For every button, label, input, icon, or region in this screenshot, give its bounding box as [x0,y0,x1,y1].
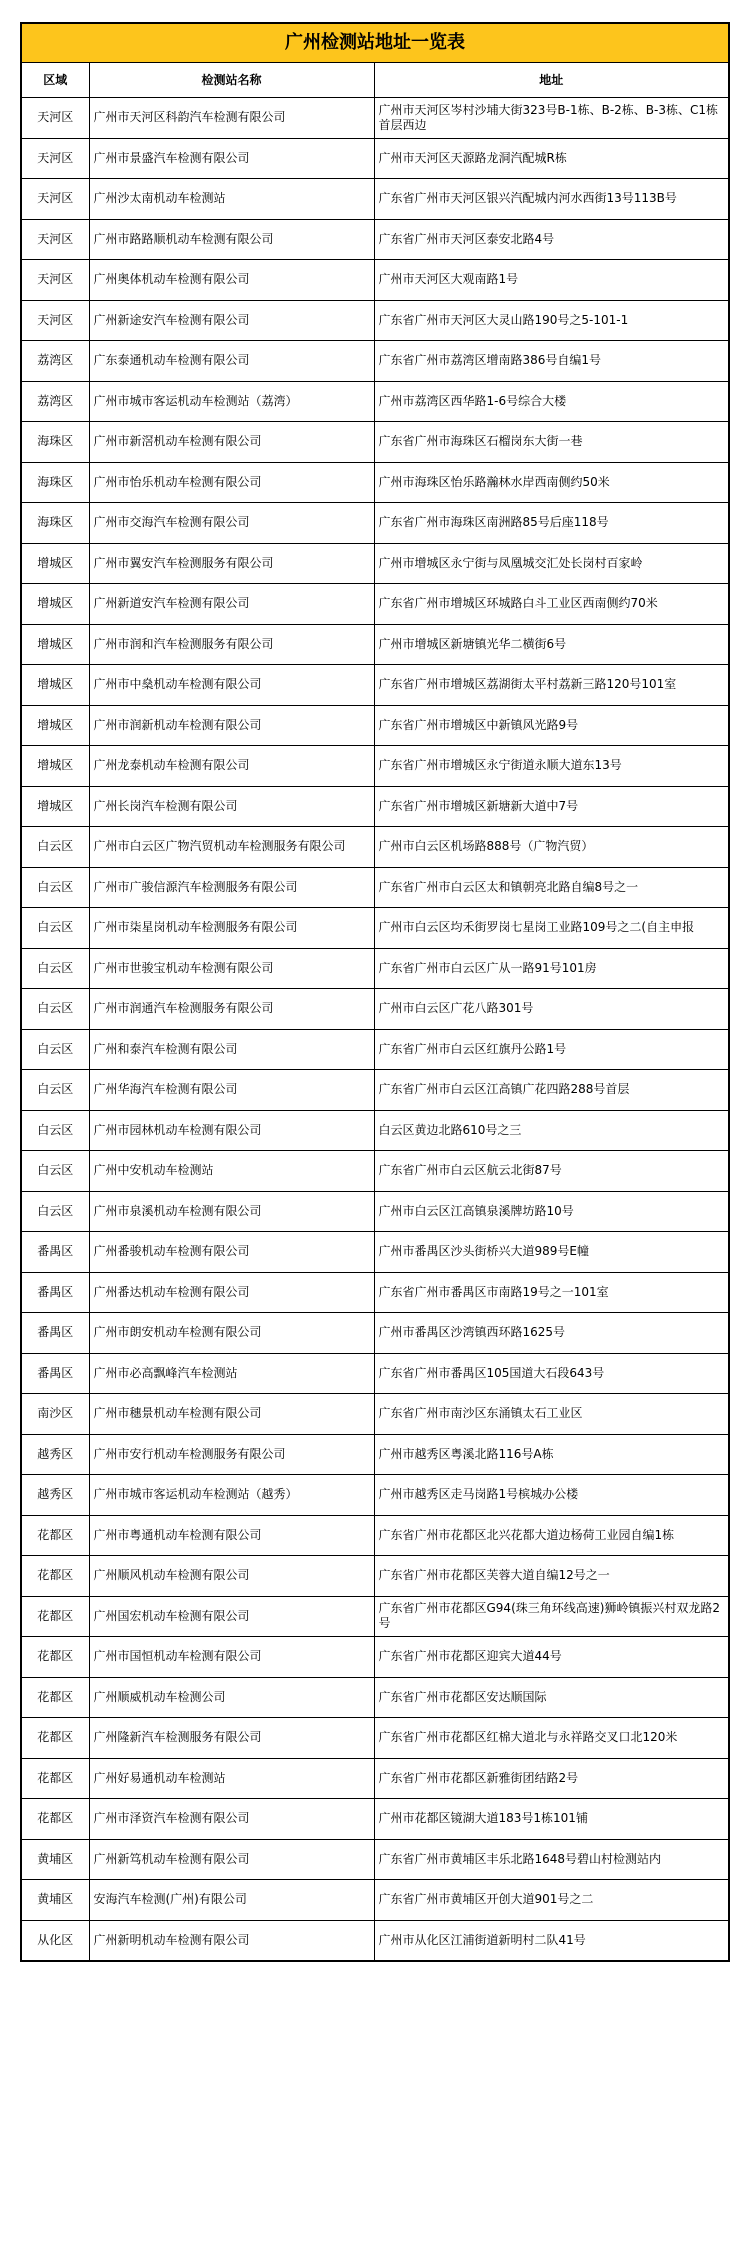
cell-district: 越秀区 [22,1475,89,1516]
table-row [22,989,728,1030]
table-row [22,786,728,827]
cell-district: 花都区 [22,1556,89,1597]
table-row [22,1799,728,1840]
cell-district: 花都区 [22,1637,89,1678]
cell-address: 广东省广州市海珠区南洲路85号后座118号 [374,503,728,544]
cell-address: 广东省广州市增城区新塘新大道中7号 [374,786,728,827]
table-row [22,381,728,422]
cell-district: 花都区 [22,1677,89,1718]
cell-district: 白云区 [22,1070,89,1111]
cell-name: 广州市国恒机动车检测有限公司 [89,1637,374,1678]
cell-address: 广州市越秀区粤溪北路116号A栋 [374,1434,728,1475]
cell-district: 天河区 [22,98,89,139]
cell-district: 花都区 [22,1758,89,1799]
cell-district: 花都区 [22,1718,89,1759]
cell-address: 广州市花都区镜湖大道183号1栋101铺 [374,1799,728,1840]
cell-name: 广州好易通机动车检测站 [89,1758,374,1799]
table-row [22,138,728,179]
table-row [22,1151,728,1192]
cell-name: 广州奥体机动车检测有限公司 [89,260,374,301]
cell-district: 增城区 [22,543,89,584]
cell-district: 从化区 [22,1920,89,1960]
cell-address: 广东省广州市花都区迎宾大道44号 [374,1637,728,1678]
cell-address: 白云区黄边北路610号之三 [374,1110,728,1151]
cell-name: 广州市安行机动车检测服务有限公司 [89,1434,374,1475]
cell-name: 广州市天河区科韵汽车检测有限公司 [89,98,374,139]
cell-name: 广州市白云区广物汽贸机动车检测服务有限公司 [89,827,374,868]
station-table [22,63,728,1960]
cell-address: 广东省广州市白云区太和镇朝亮北路自编8号之一 [374,867,728,908]
cell-district: 增城区 [22,705,89,746]
table-row [22,462,728,503]
cell-district: 荔湾区 [22,381,89,422]
cell-district: 黄埔区 [22,1880,89,1921]
table-row [22,1191,728,1232]
cell-address: 广州市荔湾区西华路1-6号综合大楼 [374,381,728,422]
cell-address: 广东省广州市天河区大灵山路190号之5-101-1 [374,300,728,341]
table-row [22,1029,728,1070]
cell-address: 广州市番禺区沙湾镇西环路1625号 [374,1313,728,1354]
cell-district: 白云区 [22,1029,89,1070]
cell-name: 广州市中燊机动车检测有限公司 [89,665,374,706]
table-row [22,260,728,301]
table-header-row [22,63,728,98]
cell-name: 广州市园林机动车检测有限公司 [89,1110,374,1151]
cell-name: 广州市翼安汽车检测服务有限公司 [89,543,374,584]
cell-name: 广州市润和汽车检测服务有限公司 [89,624,374,665]
cell-district: 海珠区 [22,462,89,503]
cell-address: 广州市白云区均禾街罗岗七星岗工业路109号之二(自主申报 [374,908,728,949]
cell-address: 广州市越秀区走马岗路1号槟城办公楼 [374,1475,728,1516]
cell-address: 广东省广州市花都区红棉大道北与永祥路交叉口北120米 [374,1718,728,1759]
table-row [22,1677,728,1718]
table-body [22,98,728,1961]
cell-address: 广东省广州市黄埔区开创大道901号之二 [374,1880,728,1921]
cell-name: 广州沙太南机动车检测站 [89,179,374,220]
cell-address: 广州市增城区永宁街与凤凰城交汇处长岗村百家岭 [374,543,728,584]
cell-address: 广东省广州市天河区银兴汽配城内河水西街13号113B号 [374,179,728,220]
cell-name: 广州市泉溪机动车检测有限公司 [89,1191,374,1232]
cell-address: 广州市番禺区沙头街桥兴大道989号E幢 [374,1232,728,1273]
cell-name: 广州市城市客运机动车检测站（荔湾） [89,381,374,422]
column-header-name: 检测站名称 [89,63,374,98]
cell-name: 广州顺风机动车检测有限公司 [89,1556,374,1597]
column-header-district: 区域 [22,63,89,98]
table-row [22,1637,728,1678]
cell-address: 广东省广州市白云区红旗丹公路1号 [374,1029,728,1070]
cell-address: 广东省广州市荔湾区增南路386号自编1号 [374,341,728,382]
cell-address: 广东省广州市番禺区105国道大石段643号 [374,1353,728,1394]
table-row [22,705,728,746]
table-row [22,179,728,220]
cell-address: 广东省广州市白云区广从一路91号101房 [374,948,728,989]
cell-district: 花都区 [22,1515,89,1556]
cell-address: 广东省广州市增城区荔湖街太平村荔新三路120号101室 [374,665,728,706]
cell-address: 广州市白云区江高镇泉溪牌坊路10号 [374,1191,728,1232]
cell-address: 广东省广州市花都区北兴花都大道边杨荷工业园自编1栋 [374,1515,728,1556]
table-row [22,1232,728,1273]
cell-address: 广东省广州市白云区江高镇广花四路288号首层 [374,1070,728,1111]
cell-name: 广州市路路顺机动车检测有限公司 [89,219,374,260]
cell-name: 广州市景盛汽车检测有限公司 [89,138,374,179]
cell-district: 天河区 [22,179,89,220]
cell-district: 白云区 [22,989,89,1030]
table-row [22,1272,728,1313]
cell-address: 广东省广州市海珠区石榴岗东大街一巷 [374,422,728,463]
table-row [22,665,728,706]
cell-district: 白云区 [22,908,89,949]
cell-name: 广州市世骏宝机动车检测有限公司 [89,948,374,989]
cell-address: 广州市白云区广花八路301号 [374,989,728,1030]
cell-district: 荔湾区 [22,341,89,382]
cell-name: 广州和泰汽车检测有限公司 [89,1029,374,1070]
cell-name: 广州番达机动车检测有限公司 [89,1272,374,1313]
table-row [22,98,728,139]
cell-name: 广州市柒星岗机动车检测服务有限公司 [89,908,374,949]
cell-name: 广州新道安汽车检测有限公司 [89,584,374,625]
cell-name: 广州新途安汽车检测有限公司 [89,300,374,341]
cell-name: 广州市穗景机动车检测有限公司 [89,1394,374,1435]
cell-address: 广东省广州市白云区航云北街87号 [374,1151,728,1192]
cell-name: 广州市交海汽车检测有限公司 [89,503,374,544]
table-row [22,1515,728,1556]
table-title: 广州检测站地址一览表 [22,24,728,63]
cell-district: 番禺区 [22,1313,89,1354]
cell-address: 广州市天河区岑村沙埔大街323号B-1栋、B-2栋、B-3栋、C1栋首层西边 [374,98,728,139]
cell-name: 广州新笃机动车检测有限公司 [89,1839,374,1880]
cell-district: 增城区 [22,624,89,665]
cell-district: 黄埔区 [22,1839,89,1880]
table-row [22,543,728,584]
cell-name: 广州中安机动车检测站 [89,1151,374,1192]
table-row [22,1070,728,1111]
cell-name: 广州隆新汽车检测服务有限公司 [89,1718,374,1759]
cell-district: 花都区 [22,1596,89,1637]
cell-name: 广州市泽资汽车检测有限公司 [89,1799,374,1840]
cell-address: 广州市增城区新塘镇光华二横街6号 [374,624,728,665]
cell-address: 广州市天河区大观南路1号 [374,260,728,301]
cell-name: 广州市润通汽车检测服务有限公司 [89,989,374,1030]
cell-name: 广州市广骏信源汽车检测服务有限公司 [89,867,374,908]
table-row [22,584,728,625]
cell-district: 增城区 [22,746,89,787]
cell-name: 广州市必高飘峰汽车检测站 [89,1353,374,1394]
table-row [22,503,728,544]
table-row [22,1920,728,1960]
cell-address: 广州市从化区江浦街道新明村二队41号 [378,1932,586,1947]
table-row [22,1839,728,1880]
cell-address: 广东省广州市天河区泰安北路4号 [374,219,728,260]
cell-address: 广东省广州市黄埔区丰乐北路1648号碧山村检测站内 [374,1839,728,1880]
cell-name: 广州市城市客运机动车检测站（越秀） [89,1475,374,1516]
cell-district: 海珠区 [22,503,89,544]
cell-district: 白云区 [22,867,89,908]
cell-district: 越秀区 [22,1434,89,1475]
cell-name: 广州市朗安机动车检测有限公司 [89,1313,374,1354]
table-row [22,300,728,341]
cell-address: 广东省广州市番禺区市南路19号之一101室 [374,1272,728,1313]
cell-district: 增城区 [22,584,89,625]
cell-district: 增城区 [22,665,89,706]
cell-district: 海珠区 [22,422,89,463]
table-row [22,1434,728,1475]
cell-district: 白云区 [22,1191,89,1232]
table-row [22,908,728,949]
cell-address: 广东省广州市南沙区东涌镇太石工业区 [374,1394,728,1435]
cell-district: 白云区 [22,827,89,868]
cell-address: 广东省广州市花都区安达顺国际 [374,1677,728,1718]
address-table-sheet [20,22,730,1962]
cell-district: 花都区 [22,1799,89,1840]
column-header-address: 地址 [374,63,728,98]
table-row [22,1556,728,1597]
table-row [22,1313,728,1354]
cell-name: 广州市粤通机动车检测有限公司 [89,1515,374,1556]
cell-name: 广州新明机动车检测有限公司 [89,1920,374,1960]
table-row [22,1353,728,1394]
cell-name: 广州国宏机动车检测有限公司 [89,1596,374,1637]
table-row [22,1475,728,1516]
table-row [22,1880,728,1921]
cell-address: 广州市白云区机场路888号（广物汽贸） [374,827,728,868]
cell-name: 广州番骏机动车检测有限公司 [89,1232,374,1273]
cell-district: 天河区 [22,138,89,179]
cell-address: 广东省广州市花都区新雅街团结路2号 [374,1758,728,1799]
cell-address: 广东省广州市花都区G94(珠三角环线高速)狮岭镇振兴村双龙路2号 [374,1596,728,1637]
cell-name: 广州龙泰机动车检测有限公司 [89,746,374,787]
cell-name: 广州长岗汽车检测有限公司 [89,786,374,827]
cell-address: 广州市天河区天源路龙洞汽配城R栋 [374,138,728,179]
cell-district: 增城区 [22,786,89,827]
table-row [22,422,728,463]
cell-address: 广州市海珠区怡乐路瀚林水岸西南侧约50米 [374,462,728,503]
cell-district: 白云区 [22,1151,89,1192]
cell-district: 天河区 [22,219,89,260]
table-row [22,1394,728,1435]
cell-name: 广州顺威机动车检测公司 [89,1677,374,1718]
cell-name: 广州市新滘机动车检测有限公司 [89,422,374,463]
table-row [22,1758,728,1799]
cell-name: 广东泰通机动车检测有限公司 [89,341,374,382]
cell-address: 广东省广州市增城区中新镇风光路9号 [374,705,728,746]
table-row [22,827,728,868]
cell-district: 南沙区 [22,1394,89,1435]
table-row [22,1718,728,1759]
table-row [22,1110,728,1151]
cell-district: 天河区 [22,260,89,301]
cell-name: 广州市怡乐机动车检测有限公司 [89,462,374,503]
table-row [22,948,728,989]
cell-address: 广东省广州市增城区环城路白斗工业区西南侧约70米 [374,584,728,625]
cell-district: 天河区 [22,300,89,341]
cell-name: 广州市润新机动车检测有限公司 [89,705,374,746]
table-row [22,341,728,382]
cell-district: 番禺区 [22,1353,89,1394]
cell-address: 广东省广州市花都区芙蓉大道自编12号之一 [374,1556,728,1597]
cell-district: 白云区 [22,1110,89,1151]
cell-name: 广州华海汽车检测有限公司 [89,1070,374,1111]
cell-district: 白云区 [22,948,89,989]
cell-district: 番禺区 [22,1232,89,1273]
table-row [22,1596,728,1637]
table-row [22,867,728,908]
cell-address: 广东省广州市增城区永宁街道永顺大道东13号 [374,746,728,787]
table-row [22,624,728,665]
cell-district: 番禺区 [22,1272,89,1313]
cell-name: 安海汽车检测(广州)有限公司 [89,1880,374,1921]
table-row [22,219,728,260]
table-row [22,746,728,787]
